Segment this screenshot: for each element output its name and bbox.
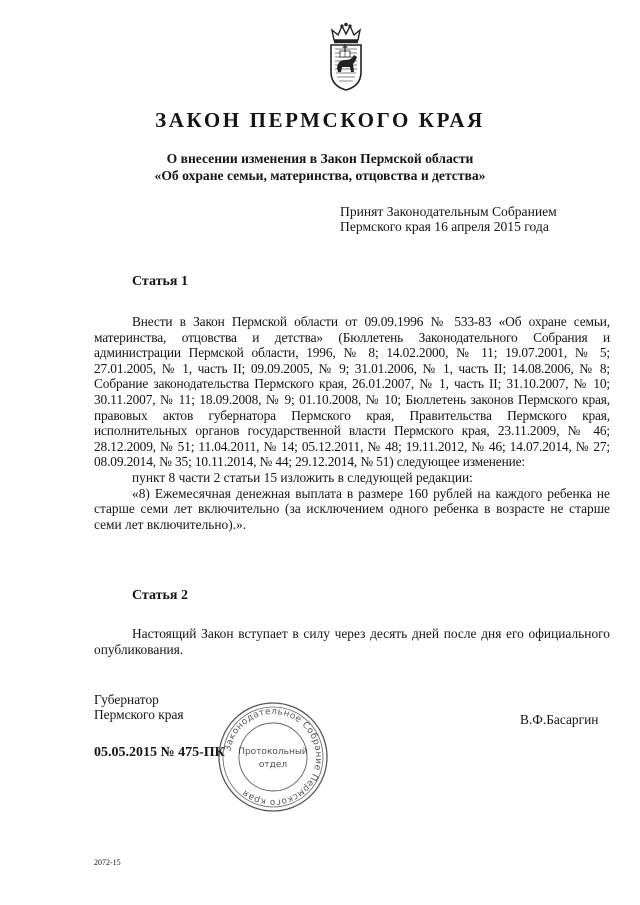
signatory-title-line-1: Губернатор	[94, 692, 159, 707]
adoption-line-2: Пермского края 16 апреля 2015 года	[340, 219, 549, 234]
signatory-title-line-2: Пермского края	[94, 707, 184, 722]
article-1-paragraph: «8) Ежемесячная денежная выплата в размере 160 рублей на каждого ребенка не старше семи лет включительно (за исключением одного ребенка в возрасте не старше семи лет включительно).».	[94, 485, 610, 532]
signatory-title	[94, 692, 184, 722]
document-title: ЗАКОН ПЕРМСКОГО КРАЯ	[155, 108, 485, 132]
article-1-paragraph: пункт 8 части 2 статьи 15 изложить в следующей редакции:	[132, 469, 473, 485]
subtitle-line-2: «Об охране семьи, материнства, отцовства и детства»	[154, 168, 486, 183]
article-2-heading: Статья 2	[132, 588, 188, 603]
adoption-line-1: Принят Законодательным Собранием	[340, 204, 557, 219]
adoption-note	[340, 204, 557, 234]
article-1-body	[94, 314, 610, 532]
stamp-center-line-1: Протокольный	[238, 747, 308, 757]
signatory-name: В.Ф.Басаргин	[520, 712, 599, 727]
law-date-number: 05.05.2015 № 475-ПК	[94, 745, 225, 760]
article-1-paragraph: Внести в Закон Пермской области от 09.09.1996 № 533-83 «Об охране семьи, материнства, отцовства и детства» (Бюллетень Законодательного Собрания и администрации Пермской области, 1996, № 8; 14.02.2000, № 11; 19.07.2001, № 5; 27.01.2005, № 1, часть II; 09.09.2005, № 9; 31.01.2006, № 1, часть II; 14.08.2006, № 8; Собрание законодательства Пермского края, 26.01.2007, № 1, часть II; 31.10.2007, № 10; 30.11.2007, № 11; 18.09.2008, № 9; 01.10.2008, № 10; Бюллетень законов Пермского края, правовых актов губернатора Пермского края, Правительства Пермского края, исполнительных органов государственной власти Пермского края, 23.11.2009, № 46; 28.12.2009, № 51; 11.04.2011, № 14; 05.12.2011, № 48; 19.11.2012, № 46; 14.07.2014, № 27; 08.09.2014, № 35; 10.11.2014, № 44; 29.12.2014, № 51) следующее изменение:	[94, 314, 610, 470]
subtitle-line-1: О внесении изменения в Закон Пермской области	[166, 151, 474, 166]
article-2-body	[94, 626, 610, 657]
coat-of-arms-icon	[326, 22, 366, 92]
document-code: 2072-15	[94, 858, 121, 867]
document-subtitle	[0, 150, 640, 184]
official-stamp	[216, 700, 330, 814]
stamp-ring-text: Законодательное Собрание Пермского края	[223, 706, 324, 808]
stamp-center-line-2: отдел	[258, 760, 288, 770]
article-1-heading: Статья 1	[132, 274, 188, 289]
article-2-paragraph: Настоящий Закон вступает в силу через десять дней после дня его официального опубликования.	[94, 626, 610, 657]
